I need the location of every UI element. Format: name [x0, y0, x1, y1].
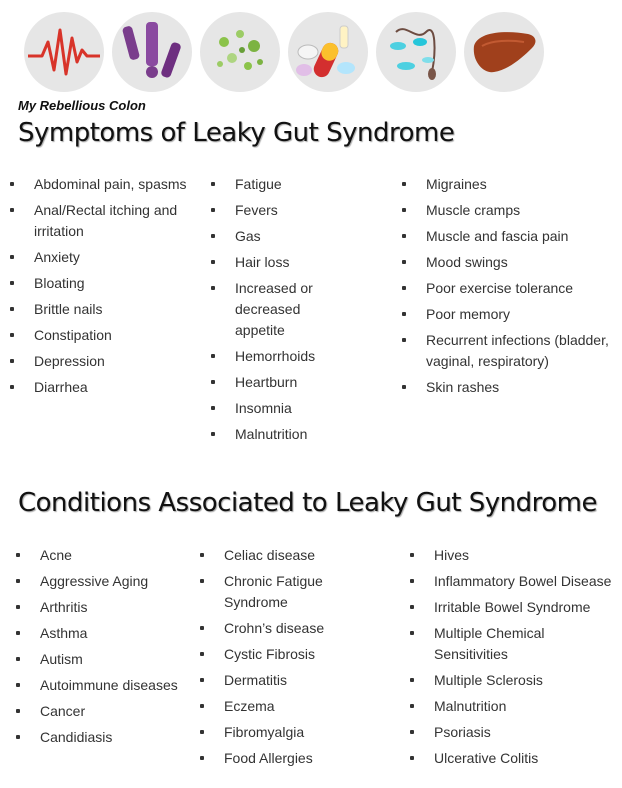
- list-item: Fevers: [211, 200, 391, 221]
- symptoms-column-3: [402, 174, 616, 403]
- list-item: Heartburn: [211, 372, 391, 393]
- list-item: Anxiety: [10, 247, 200, 268]
- list-item: Crohn’s disease: [200, 618, 400, 639]
- list-item: Depression: [10, 351, 200, 372]
- list-item: Arthritis: [16, 597, 196, 618]
- list-item: Constipation: [10, 325, 200, 346]
- list-item: Autism: [16, 649, 196, 670]
- list-item: Hives: [410, 545, 618, 566]
- list-item: Dermatitis: [200, 670, 400, 691]
- conditions-column-1: [16, 545, 196, 753]
- list-item: Brittle nails: [10, 299, 200, 320]
- list-item: Aggressive Aging: [16, 571, 196, 592]
- list-item: Hair loss: [211, 252, 391, 273]
- list-item: Candidiasis: [16, 727, 196, 748]
- list-item: Ulcerative Colitis: [410, 748, 618, 769]
- heartbeat-icon: [24, 12, 104, 92]
- icon-strip: [24, 12, 564, 94]
- list-item: Malnutrition: [410, 696, 618, 717]
- list-item: Muscle and fascia pain: [402, 226, 616, 247]
- list-item: Increased or decreased appetite: [211, 278, 345, 341]
- list-item: Cystic Fibrosis: [200, 644, 400, 665]
- list-item: Skin rashes: [402, 377, 616, 398]
- conditions-column-3: [410, 545, 618, 774]
- joint-pain-icon: [112, 12, 192, 92]
- bacteria-icon: [200, 12, 280, 92]
- list-item: Hemorrhoids: [211, 346, 391, 367]
- list-item: Cancer: [16, 701, 196, 722]
- liver-icon: [464, 12, 544, 92]
- list-item: Poor exercise tolerance: [402, 278, 616, 299]
- list-item: Autoimmune diseases: [16, 675, 196, 696]
- list-item: Fatigue: [211, 174, 391, 195]
- list-item: Multiple Chemical Sensitivities: [410, 623, 564, 665]
- list-item: Food Allergies: [200, 748, 400, 769]
- list-item: Chronic Fatigue Syndrome: [200, 571, 334, 613]
- symptoms-title: Symptoms of Leaky Gut Syndrome: [18, 118, 455, 148]
- list-item: Migraines: [402, 174, 616, 195]
- list-item: Eczema: [200, 696, 400, 717]
- list-item: Diarrhea: [10, 377, 200, 398]
- list-item: Acne: [16, 545, 196, 566]
- list-item: Inflammatory Bowel Disease: [410, 571, 618, 592]
- list-item: Malnutrition: [211, 424, 391, 445]
- list-item: Anal/Rectal itching and irritation: [10, 200, 200, 242]
- list-item: Abdominal pain, spasms: [10, 174, 200, 195]
- list-item: Muscle cramps: [402, 200, 616, 221]
- list-item: Bloating: [10, 273, 200, 294]
- list-item: Recurrent infections (bladder, vaginal, respiratory): [402, 330, 616, 372]
- list-item: Multiple Sclerosis: [410, 670, 618, 691]
- list-item: Celiac disease: [200, 545, 400, 566]
- list-item: Poor memory: [402, 304, 616, 325]
- list-item: Mood swings: [402, 252, 616, 273]
- list-item: Irritable Bowel Syndrome: [410, 597, 618, 618]
- brand-label: My Rebellious Colon: [18, 98, 146, 113]
- conditions-column-2: [200, 545, 400, 774]
- list-item: Insomnia: [211, 398, 391, 419]
- conditions-title: Conditions Associated to Leaky Gut Syndrome: [18, 488, 597, 518]
- parasites-icon: [376, 12, 456, 92]
- list-item: Fibromyalgia: [200, 722, 400, 743]
- list-item: Gas: [211, 226, 391, 247]
- symptoms-column-2: [211, 174, 391, 450]
- list-item: Psoriasis: [410, 722, 618, 743]
- pills-icon: [288, 12, 368, 92]
- list-item: Asthma: [16, 623, 196, 644]
- symptoms-column-1: [10, 174, 200, 403]
